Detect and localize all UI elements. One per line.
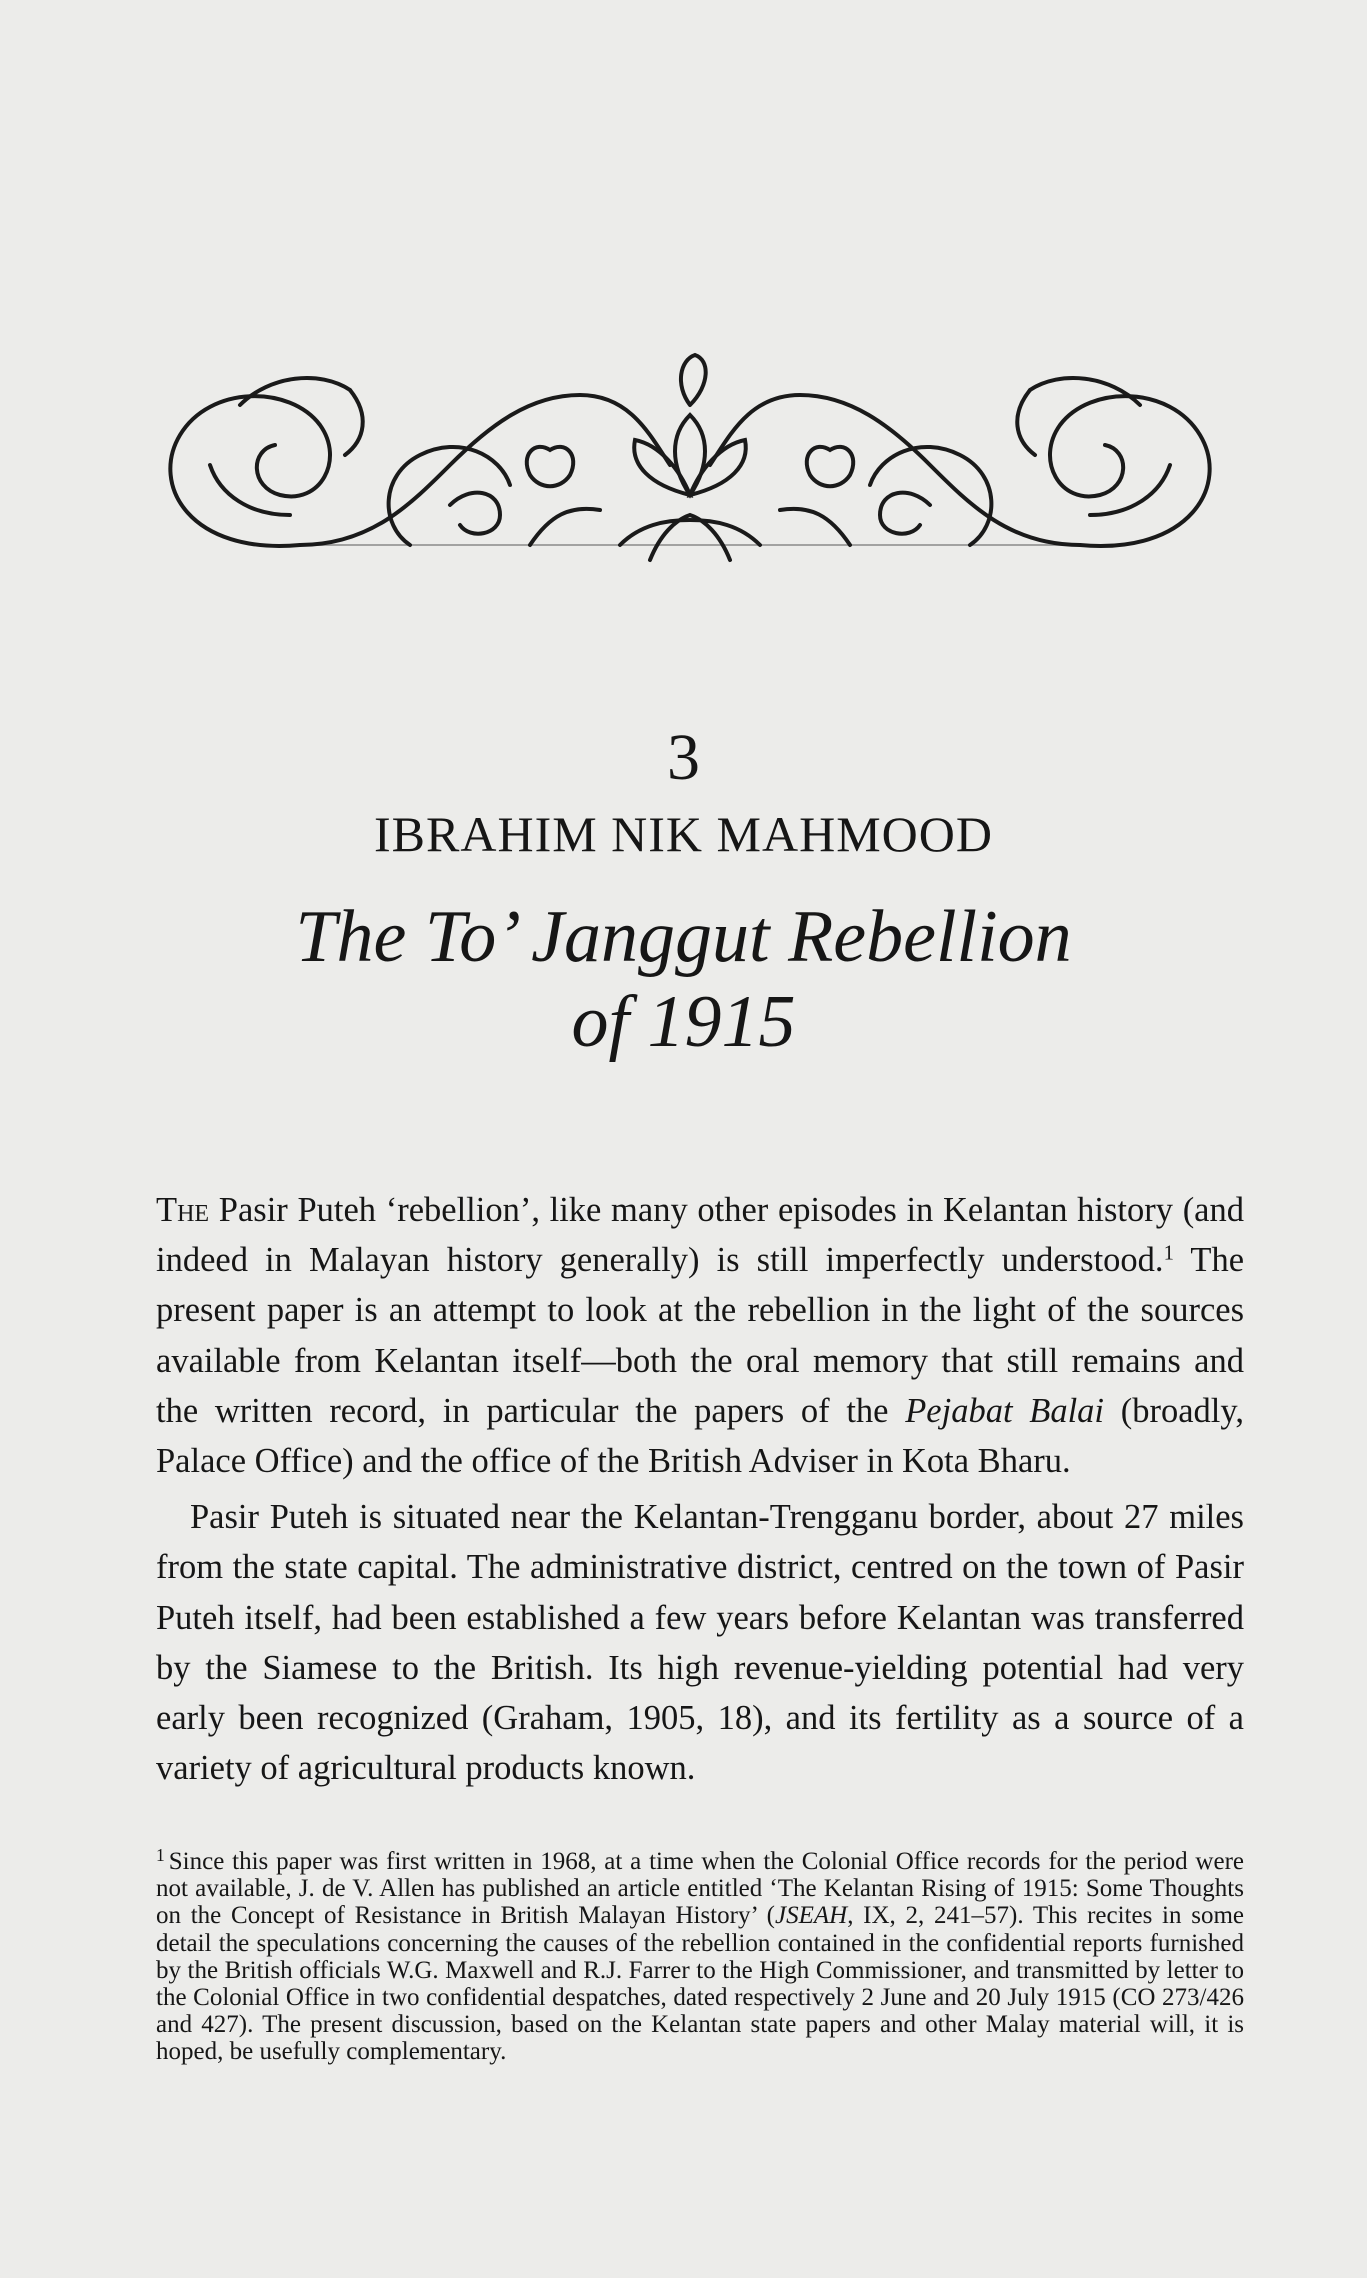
lead-word: The [156, 1191, 210, 1229]
footnote-number: 1 [156, 1845, 165, 1866]
footnote-ref: 1 [1163, 1242, 1174, 1265]
author-name: IBRAHIM NIK MAHMOOD [374, 806, 993, 862]
chapter-title-line2: of 1915 [571, 981, 796, 1063]
paragraph-1-italic: Pejabat Balai [905, 1391, 1104, 1430]
paragraph-1-part-a: Pasir Puteh ‘rebellion’, like many other episodes in Kelantan history (and indeed in Malayan history generally) is still imperfectly understood. [156, 1191, 1244, 1280]
footnote-italic: JSEAH [774, 1902, 848, 1930]
chapter-number: 3 [667, 721, 700, 794]
paragraph-1 [156, 1185, 1244, 1486]
paragraph-2: Pasir Puteh is situated near the Kelantan-Trengganu border, about 27 miles from the state capital. The administrative district, centred on the town of Pasir Puteh itself, had been established a few years before Kelantan was transferred by the Siamese to the British. Its high revenue-yielding potential had very early been recognized (Graham, 1905, 18), and its fertility as a source of a variety of agricultural products known. [156, 1498, 1244, 1788]
paragraph-1-part-c: (broadly, Palace Office) and the office of the British Adviser in Kota Bharu. [156, 1391, 1244, 1481]
footnote-part-b: , IX, 2, 241–57). This recites in some detail the speculations concerning the causes of the rebellion contained in the confidential reports furnished by the British officials W.G. Maxwell and R.J. Farrer to the High Commissioner, and transmitted by letter to the Colonial Office in two confidential despatches, dated respectively 2 June and 20 July 1915 (CO 273/426 and 427). The present discussion, based on the Kelantan state papers and other Malay material will, it is hoped, be usefully complementary. [156, 1902, 1244, 2066]
footnote-part-a: Since this paper was first written in 1968, at a time when the Colonial Office records for the period were not available, J. de V. Allen has published an article entitled ‘The Kelantan Rising of 1915: Some Thoughts on the Concept of Resistance in British Malayan History’ ( [156, 1848, 1244, 1930]
floral-ornament-icon [150, 345, 1230, 585]
body-text [156, 1185, 1244, 1793]
footnote [156, 1845, 1244, 2066]
chapter-title-line1: The To’ Janggut Rebellion [295, 896, 1072, 978]
paragraph-1-part-b: The present paper is an attempt to look at the rebellion in the light of the sources available from Kelantan itself—both the oral memory that still remains and the written record, in particular the papers of the [156, 1241, 1245, 1430]
